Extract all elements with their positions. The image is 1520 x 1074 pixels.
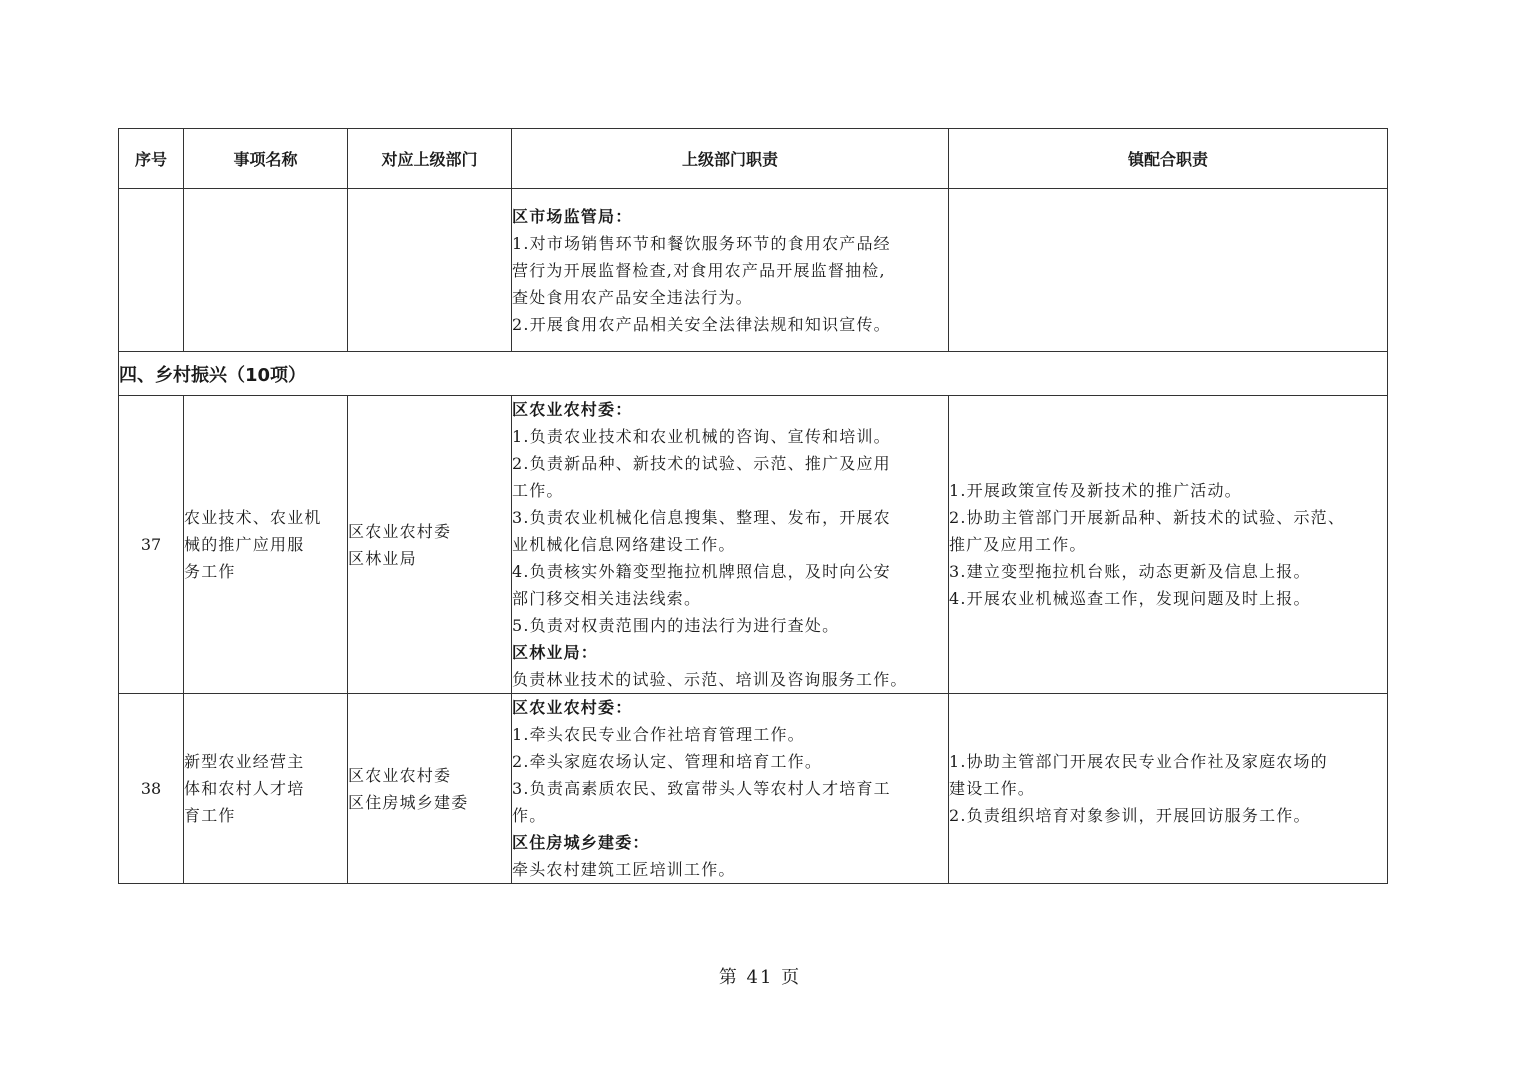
item-name: 新型农业经营主 体和农村人才培 育工作	[184, 694, 348, 884]
superior-duties: 区农业农村委： 1.负责农业技术和农业机械的咨询、宣传和培训。 2.负责新品种、新技术的试验、示范、推广及应用 工作。 3.负责农业机械化信息搜集、整理、发布，开展农 业机械化信息网络建设工作。 4.负责核实外籍变型拖拉机牌照信息，及时向公安 部门移交相关违法线索。 5.负责对权责范围内的违法行为进行查处。 区林业局： 负责林业技术的试验、示范、培训及咨询服务工作。	[512, 396, 949, 694]
cell-num	[119, 189, 184, 352]
section-row	[119, 352, 1388, 396]
dept-heading: 区农业农村委：	[512, 400, 633, 419]
cell-depts	[348, 189, 512, 352]
header-item-name: 事项名称	[184, 129, 348, 189]
dept-heading: 区市场监管局：	[512, 206, 633, 226]
dept-heading: 区住房城乡建委：	[512, 833, 650, 852]
section-title: 四、乡村振兴（10项）	[119, 352, 1388, 396]
header-row	[119, 129, 1388, 189]
duty-line: 营行为开展监督检查,对食用农产品开展监督抽检,	[512, 260, 886, 280]
town-duties: 1.协助主管部门开展农民专业合作社及家庭农场的 建设工作。 2.负责组织培育对象参训，开展回访服务工作。	[949, 694, 1388, 884]
duty-line: 查处食用农产品安全违法行为。	[512, 287, 753, 307]
table-row	[119, 694, 1388, 884]
header-superior-duties: 上级部门职责	[512, 129, 949, 189]
responsibility-table	[118, 128, 1388, 884]
duty-line: 2.开展食用农产品相关安全法律法规和知识宣传。	[512, 314, 891, 334]
table-row-continued	[119, 189, 1388, 352]
row-number: 38	[119, 694, 184, 884]
table-row	[119, 396, 1388, 694]
cell-superior-duties	[512, 189, 949, 352]
town-duties: 1.开展政策宣传及新技术的推广活动。 2.协助主管部门开展新品种、新技术的试验、示范、 推广及应用工作。 3.建立变型拖拉机台账，动态更新及信息上报。 4.开展农业机械巡查工作，发现问题及时上报。	[949, 396, 1388, 694]
item-name: 农业技术、农业机 械的推广应用服 务工作	[184, 396, 348, 694]
cell-item-name	[184, 189, 348, 352]
dept-heading: 区林业局：	[512, 643, 599, 662]
superior-duties: 区农业农村委： 1.牵头农民专业合作社培育管理工作。 2.牵头家庭农场认定、管理和培育工作。 3.负责高素质农民、致富带头人等农村人才培育工 作。 区住房城乡建委： 牵头农村建筑工匠培训工作。	[512, 694, 949, 884]
header-superior-dept: 对应上级部门	[348, 129, 512, 189]
header-town-duties: 镇配合职责	[949, 129, 1388, 189]
header-num: 序号	[119, 129, 184, 189]
superior-depts: 区农业农村委 区住房城乡建委	[348, 694, 512, 884]
page-number: 第 41 页	[718, 967, 802, 988]
duty-line: 1.对市场销售环节和餐饮服务环节的食用农产品经	[512, 233, 891, 253]
cell-town-duties	[949, 189, 1388, 352]
row-number: 37	[119, 396, 184, 694]
superior-depts: 区农业农村委 区林业局	[348, 396, 512, 694]
dept-heading: 区农业农村委：	[512, 698, 633, 717]
